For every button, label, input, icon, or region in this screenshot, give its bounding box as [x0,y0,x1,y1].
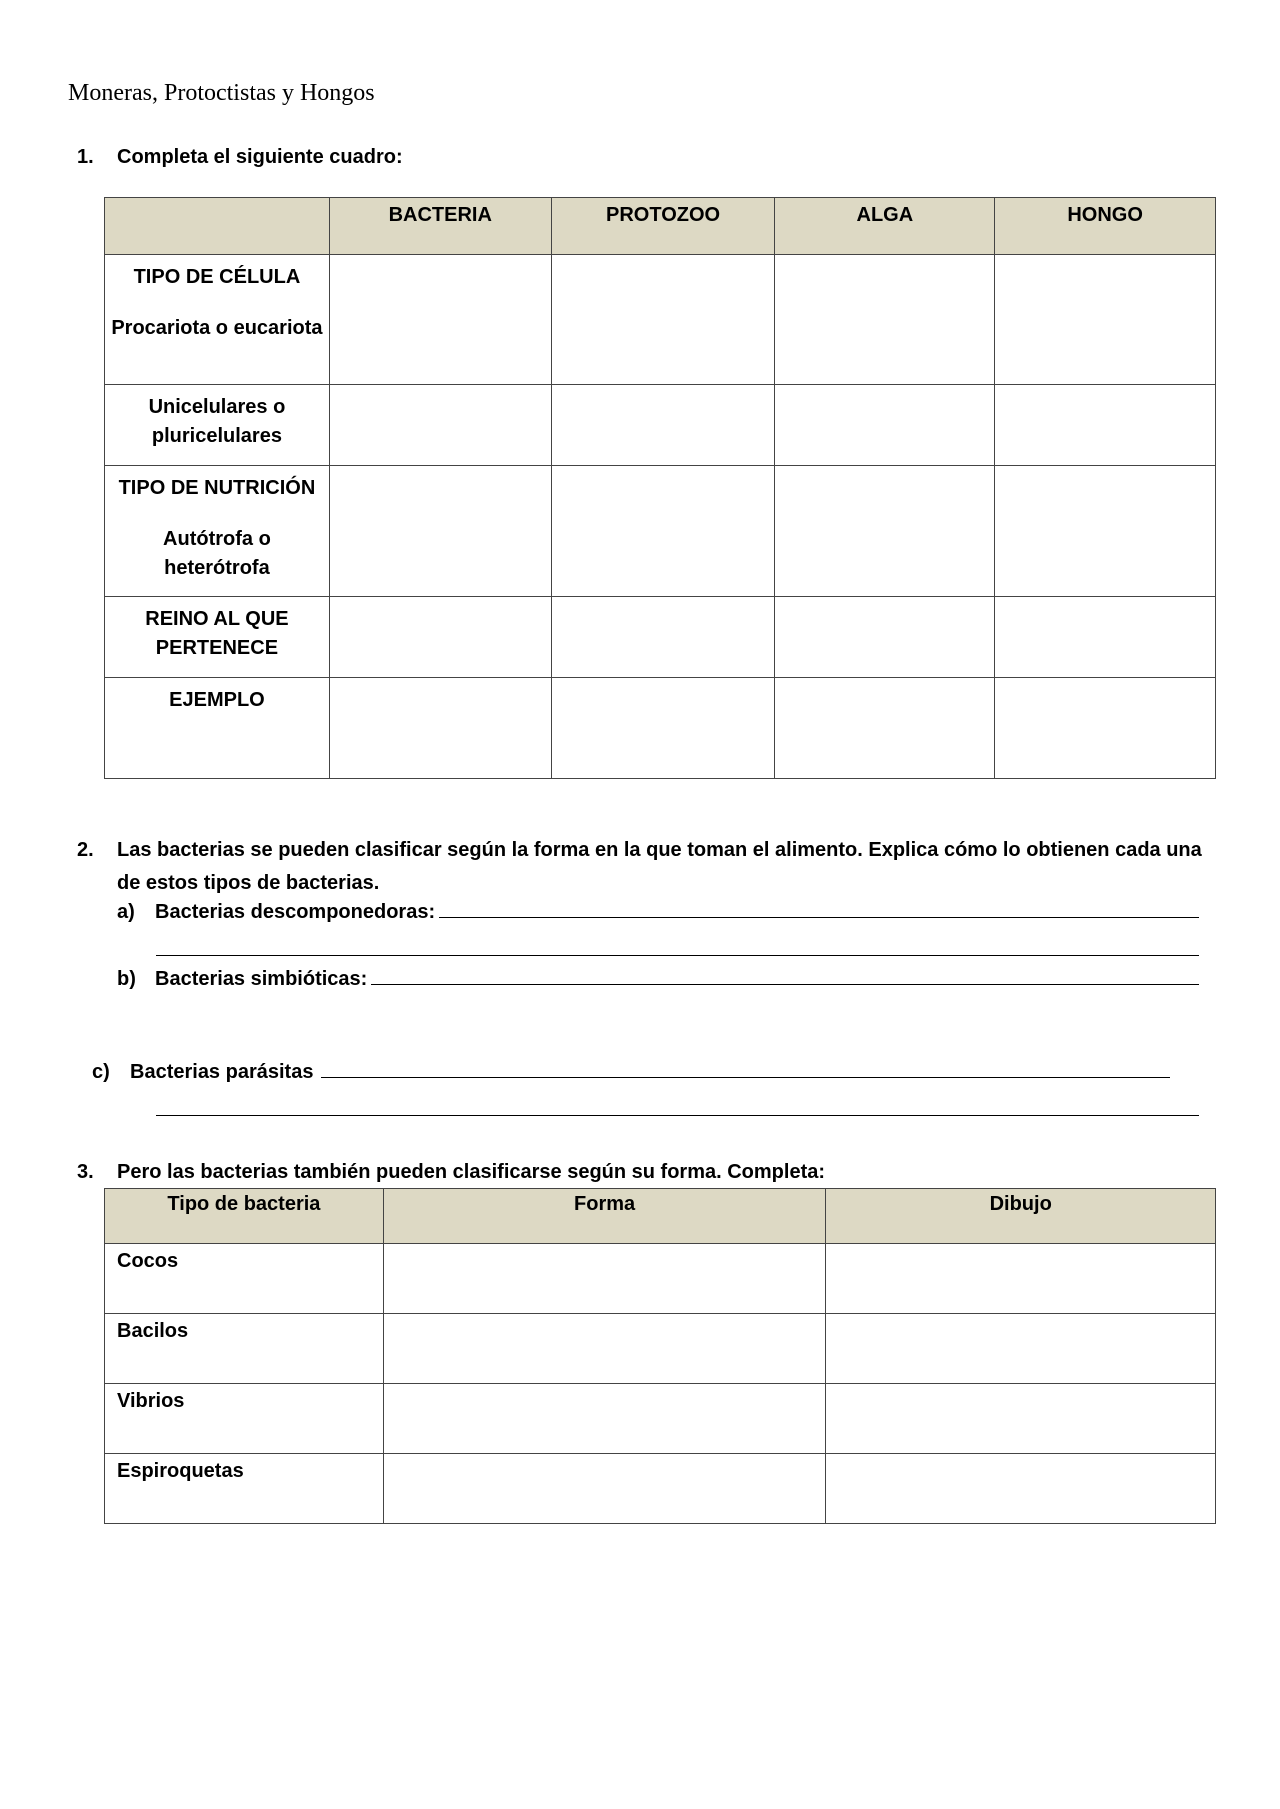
table-row [105,1244,1216,1314]
organism-comparison-table [104,197,1216,779]
drawing-cell[interactable] [826,1454,1216,1524]
question-3 [77,1161,825,1184]
table-row [105,255,1216,385]
question-1-number: 1. [77,146,94,168]
table-row [105,597,1216,678]
row-header-cell-cellularity [105,385,330,466]
answer-cell[interactable] [329,597,551,678]
answer-cell[interactable] [995,385,1216,466]
answer-cell[interactable] [551,466,775,597]
drawing-cell[interactable] [826,1384,1216,1454]
question-1-text: Completa el siguiente cuadro: [117,146,403,168]
item-label: Bacterias descomponedoras: [155,901,436,923]
bacteria-type-cell: Cocos [105,1244,384,1314]
bacteria-type-cell: Bacilos [105,1314,384,1384]
answer-line-a[interactable] [117,899,1199,924]
answer-line-c-continuation[interactable] [156,1115,1199,1116]
answer-line-b[interactable] [117,966,1199,991]
question-3-number: 3. [77,1161,94,1183]
item-label: Bacterias simbióticas: [155,968,368,990]
answer-cell[interactable] [329,678,551,779]
header-cell-protozoo: PROTOZOO [551,198,775,255]
answer-cell[interactable] [775,678,995,779]
row-title: Unicelulares o pluricelulares [148,396,286,447]
answer-cell[interactable] [551,597,775,678]
answer-cell[interactable] [329,255,551,385]
answer-cell[interactable] [995,597,1216,678]
row-title: TIPO DE CÉLULA [133,266,301,288]
answer-cell[interactable] [551,255,775,385]
row-header-cell-type [105,255,330,385]
row-subtitle: Autótrofa o heterótrofa [163,528,271,579]
drawing-cell[interactable] [826,1314,1216,1384]
header-cell-hongo: HONGO [995,198,1216,255]
header-cell-shape: Forma [383,1189,826,1244]
answer-cell[interactable] [383,1384,826,1454]
row-subtitle: Procariota o eucariota [111,317,323,339]
bacteria-type-cell: Vibrios [105,1384,384,1454]
drawing-cell[interactable] [826,1244,1216,1314]
question-2-number: 2. [77,839,94,861]
answer-cell[interactable] [775,385,995,466]
answer-line-a-continuation[interactable] [156,955,1199,956]
header-cell-alga: ALGA [775,198,995,255]
item-letter: c) [92,1061,110,1083]
question-2-text: Las bacterias se pueden clasificar según la forma en la que toman el alimento. Explica cómo lo obtienen cada una de estos tipos de bacterias. [117,839,1202,894]
header-cell-empty [105,198,330,255]
table-row [105,1384,1216,1454]
item-label: Bacterias parásitas [130,1061,314,1083]
answer-cell[interactable] [995,466,1216,597]
item-letter: a) [117,901,135,923]
bacteria-type-cell: Espiroquetas [105,1454,384,1524]
answer-cell[interactable] [329,466,551,597]
header-cell-bacteria: BACTERIA [329,198,551,255]
answer-line[interactable] [321,1059,1170,1078]
table-row [105,385,1216,466]
header-cell-type: Tipo de bacteria [105,1189,384,1244]
table-header-row [105,198,1216,255]
table-row [105,466,1216,597]
question-1 [77,146,403,169]
answer-cell[interactable] [995,255,1216,385]
answer-cell[interactable] [775,466,995,597]
question-3-text: Pero las bacterias también pueden clasificarse según su forma. Completa: [117,1161,826,1183]
row-title: TIPO DE NUTRICIÓN [118,477,316,499]
answer-line[interactable] [371,966,1199,985]
table-header-row [105,1189,1216,1244]
question-2 [77,834,1217,900]
answer-cell[interactable] [383,1454,826,1524]
answer-line[interactable] [439,899,1199,918]
row-header-cell-kingdom [105,597,330,678]
document-title: Moneras, Protoctistas y Hongos [68,80,375,106]
bacteria-shape-table [104,1188,1216,1524]
answer-cell[interactable] [995,678,1216,779]
table-row [105,1454,1216,1524]
row-title: EJEMPLO [169,689,265,711]
answer-cell[interactable] [775,597,995,678]
answer-line-c[interactable] [92,1059,1170,1084]
item-letter: b) [117,968,136,990]
answer-cell[interactable] [329,385,551,466]
row-header-cell-example [105,678,330,779]
table-row [105,1314,1216,1384]
row-title: REINO AL QUE PERTENECE [145,608,289,659]
header-cell-drawing: Dibujo [826,1189,1216,1244]
answer-cell[interactable] [383,1244,826,1314]
answer-cell[interactable] [551,385,775,466]
answer-cell[interactable] [383,1314,826,1384]
row-header-cell-nutrition [105,466,330,597]
answer-cell[interactable] [775,255,995,385]
answer-cell[interactable] [551,678,775,779]
table-row [105,678,1216,779]
